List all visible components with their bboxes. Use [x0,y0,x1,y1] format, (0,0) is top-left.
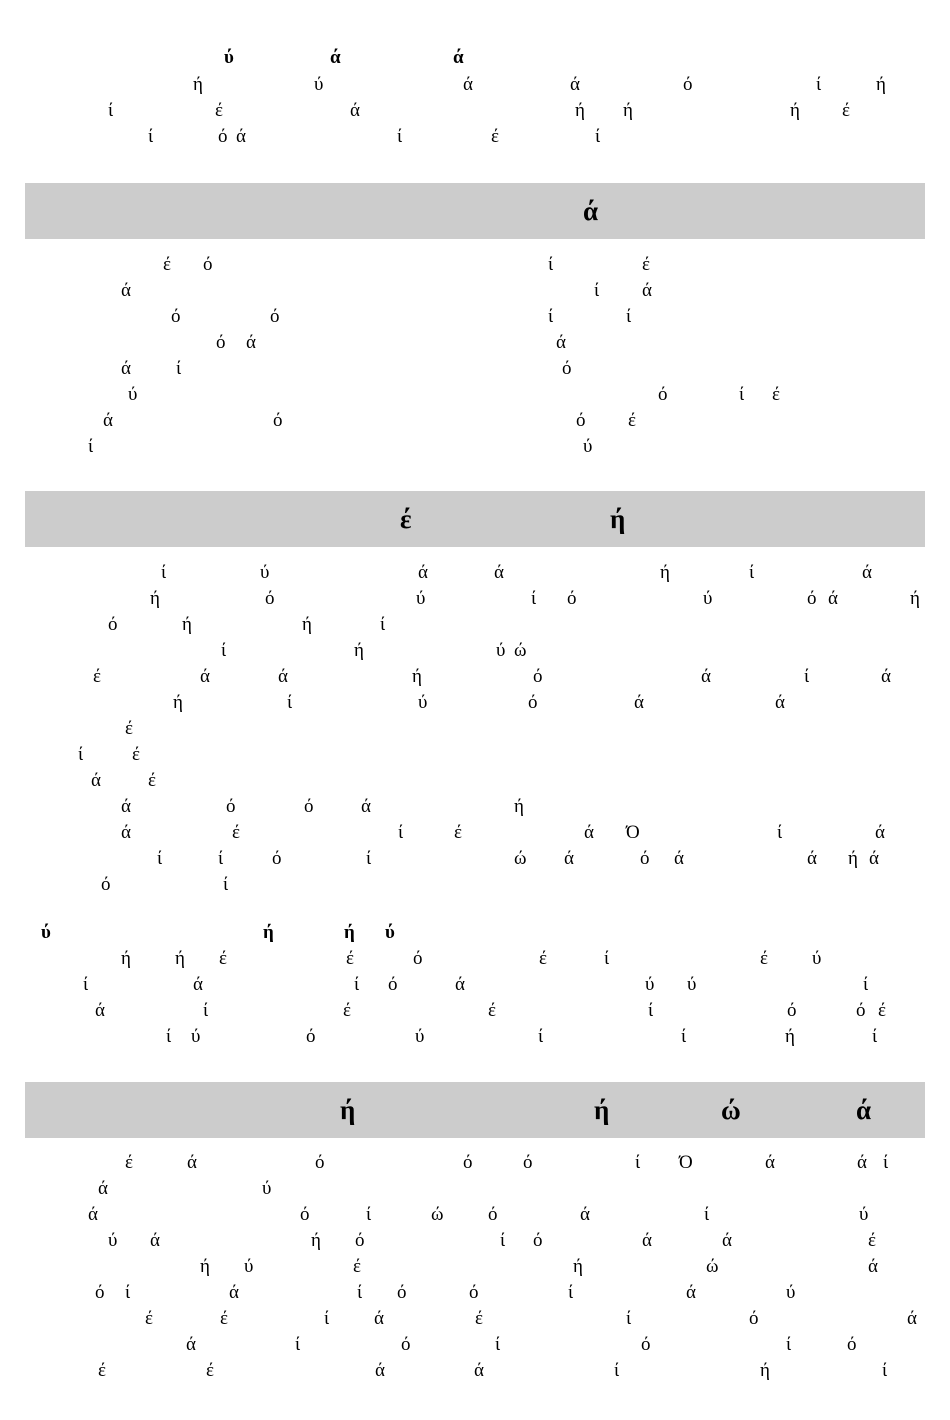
word-fragment: ό [576,410,586,431]
paragraph-line [0,1202,950,1228]
heading-fragment: ώ [721,1095,741,1125]
word-fragment: ί [398,822,404,843]
word-fragment: έ [98,1360,106,1381]
word-fragment: ό [749,1308,759,1329]
word-fragment: έ [491,126,499,147]
word-fragment: έ [539,948,547,969]
word-fragment: ό [171,306,181,327]
column-right-line [0,252,950,278]
word-fragment: ά [463,74,473,95]
word-fragment: ά [556,332,566,353]
word-fragment: ί [614,1360,620,1381]
word-fragment: ύ [859,1204,869,1225]
word-fragment: ί [357,1282,363,1303]
paragraph-line [0,768,950,794]
word-fragment: ά [869,848,879,869]
intro-line [0,98,950,124]
word-fragment: ύ [687,974,697,995]
word-fragment: έ [148,770,156,791]
word-fragment: ό [807,588,817,609]
word-fragment: ά [193,974,203,995]
word-fragment: ή [790,100,800,121]
word-fragment: ά [350,100,360,121]
word-fragment: ί [295,1334,301,1355]
word-fragment: ή [263,922,274,943]
word-fragment: ί [872,1026,878,1047]
word-fragment: ό [640,848,650,869]
word-fragment: έ [353,1256,361,1277]
word-fragment: ί [161,562,167,583]
paragraph-line [0,1150,950,1176]
word-fragment: ή [175,948,185,969]
word-fragment: ά [200,666,210,687]
word-fragment: ά [278,666,288,687]
word-fragment: έ [163,254,171,275]
word-fragment: ί [595,126,601,147]
word-fragment: ό [108,614,118,635]
word-fragment: ή [623,100,633,121]
paragraph-line [0,716,950,742]
word-fragment: ί [531,588,537,609]
word-fragment: έ [642,254,650,275]
word-fragment: ό [218,126,228,147]
word-fragment: ί [548,254,554,275]
word-fragment: ή [182,614,192,635]
word-fragment: ό [533,1230,543,1251]
word-fragment: ί [324,1308,330,1329]
word-fragment: έ [878,1000,886,1021]
word-fragment: ά [121,796,131,817]
word-fragment: ί [681,1026,687,1047]
word-fragment: ί [221,640,227,661]
word-fragment: ά [686,1282,696,1303]
word-fragment: ά [418,562,428,583]
word-fragment: ό [95,1282,105,1303]
word-fragment: ά [361,796,371,817]
word-fragment: ά [103,410,113,431]
word-fragment: ό [856,1000,866,1021]
word-fragment: ί [125,1282,131,1303]
word-fragment: ά [150,1230,160,1251]
word-fragment: ί [366,848,372,869]
word-fragment: Ό [679,1152,693,1173]
word-fragment: ό [562,358,572,379]
word-fragment: έ [760,948,768,969]
word-fragment: έ [488,1000,496,1021]
word-fragment: ί [635,1152,641,1173]
word-fragment: ά [330,47,341,68]
word-fragment: ά [121,822,131,843]
word-fragment: ά [868,1256,878,1277]
column-right-line [0,434,950,460]
word-fragment: ό [270,306,280,327]
word-fragment: ώ [514,848,527,869]
word-fragment: έ [206,1360,214,1381]
word-fragment: ά [121,280,131,301]
word-fragment: έ [215,100,223,121]
word-fragment: ύ [128,384,138,405]
word-fragment: έ [346,948,354,969]
word-fragment: ύ [812,948,822,969]
word-fragment: ί [883,1152,889,1173]
paragraph-line [0,1280,950,1306]
word-fragment: ί [749,562,755,583]
word-fragment: ό [528,692,538,713]
word-fragment: ή [876,74,886,95]
word-fragment: ά [187,1152,197,1173]
heading-fragment: ή [340,1095,356,1125]
word-fragment: ό [388,974,398,995]
word-fragment: ί [786,1334,792,1355]
word-fragment: ά [98,1178,108,1199]
paragraph-line [0,586,950,612]
word-fragment: ό [488,1204,498,1225]
word-fragment: ή [760,1360,770,1381]
word-fragment: έ [145,1308,153,1329]
word-fragment: ύ [262,1178,272,1199]
word-fragment: ά [474,1360,484,1381]
word-fragment: ό [401,1334,411,1355]
word-fragment: ί [626,1308,632,1329]
paragraph-line [0,946,950,972]
word-fragment: ά [236,126,246,147]
word-fragment: έ [93,666,101,687]
intro-line [0,72,950,98]
paragraph-line [0,872,950,898]
paragraph-line [0,742,950,768]
word-fragment: έ [220,1308,228,1329]
paragraph-line [0,972,950,998]
word-fragment: ά [91,770,101,791]
word-fragment: ύ [416,588,426,609]
word-fragment: ί [88,436,94,457]
word-fragment: ά [674,848,684,869]
word-fragment: ί [804,666,810,687]
paragraph-line [0,638,950,664]
word-fragment: ά [186,1334,196,1355]
word-fragment: ώ [431,1204,444,1225]
paragraph-line [0,794,950,820]
paragraph-line [0,1024,950,1050]
paragraph-line [0,998,950,1024]
paragraph-line [0,560,950,586]
word-fragment: ί [777,822,783,843]
word-fragment: ό [397,1282,407,1303]
word-fragment: ή [200,1256,210,1277]
word-fragment: ή [910,588,920,609]
word-fragment: ί [816,74,822,95]
word-fragment: ί [626,306,632,327]
word-fragment: ή [660,562,670,583]
word-fragment: ό [272,848,282,869]
word-fragment: Ό [626,822,640,843]
word-fragment: ά [828,588,838,609]
word-fragment: ή [121,948,131,969]
word-fragment: ή [193,74,203,95]
heading-fragment: έ [400,504,412,534]
column-right-line [0,278,950,304]
column-right-line [0,330,950,356]
word-fragment: ά [121,358,131,379]
paragraph-line [0,1228,950,1254]
word-fragment: ά [642,1230,652,1251]
word-fragment: ό [203,254,213,275]
column-right-line [0,408,950,434]
word-fragment: ί [863,974,869,995]
word-fragment: ί [218,848,224,869]
word-fragment: ό [265,588,275,609]
word-fragment: ά [95,1000,105,1021]
word-fragment: ύ [108,1230,118,1251]
word-fragment: ά [857,1152,867,1173]
word-fragment: ί [148,126,154,147]
word-fragment: ί [108,100,114,121]
word-fragment: ά [775,692,785,713]
word-fragment: ά [455,974,465,995]
word-fragment: ί [495,1334,501,1355]
word-fragment: ά [494,562,504,583]
word-fragment: ή [302,614,312,635]
column-right-line [0,382,950,408]
word-fragment: έ [475,1308,483,1329]
word-fragment: έ [219,948,227,969]
word-fragment: ή [785,1026,795,1047]
word-fragment: ά [881,666,891,687]
word-fragment: ά [580,1204,590,1225]
word-fragment: ή [354,640,364,661]
word-fragment: ό [567,588,577,609]
heading-fragment: ά [583,196,599,226]
word-fragment: ύ [191,1026,201,1047]
word-fragment: ί [739,384,745,405]
word-fragment: ή [573,1256,583,1277]
word-fragment: ί [648,1000,654,1021]
word-fragment: ά [862,562,872,583]
word-fragment: ό [413,948,423,969]
section-heading-2 [25,491,925,547]
word-fragment: ύ [703,588,713,609]
word-fragment: ό [306,1026,316,1047]
heading-fragment: ά [856,1095,872,1125]
word-fragment: ό [355,1230,365,1251]
word-fragment: ά [375,1360,385,1381]
word-fragment: ί [157,848,163,869]
word-fragment: ύ [645,974,655,995]
word-fragment: ί [287,692,293,713]
word-fragment: ή [575,100,585,121]
word-fragment: ή [514,796,524,817]
word-fragment: ή [150,588,160,609]
word-fragment: ά [765,1152,775,1173]
word-fragment: ά [564,848,574,869]
word-fragment: ί [223,874,229,895]
word-fragment: έ [343,1000,351,1021]
word-fragment: ύ [415,1026,425,1047]
word-fragment: ί [166,1026,172,1047]
word-fragment: ό [273,410,283,431]
word-fragment: ά [374,1308,384,1329]
word-fragment: ά [88,1204,98,1225]
intro-line [0,45,950,71]
heading-fragment: ή [594,1095,610,1125]
word-fragment: ά [722,1230,732,1251]
word-fragment: ό [101,874,111,895]
word-fragment: ό [533,666,543,687]
word-fragment: ό [787,1000,797,1021]
word-fragment: ό [315,1152,325,1173]
word-fragment: έ [232,822,240,843]
word-fragment: ί [366,1204,372,1225]
word-fragment: ή [344,922,355,943]
word-fragment: ό [469,1282,479,1303]
paragraph-line [0,846,950,872]
word-fragment: ί [354,974,360,995]
word-fragment: έ [868,1230,876,1251]
word-fragment: ί [397,126,403,147]
word-fragment: ύ [385,922,395,943]
heading-fragment: ή [610,504,626,534]
word-fragment: ό [658,384,668,405]
word-fragment: ί [176,358,182,379]
word-fragment: ώ [514,640,527,661]
word-fragment: ό [300,1204,310,1225]
column-right-line [0,356,950,382]
word-fragment: ύ [496,640,506,661]
word-fragment: ά [229,1282,239,1303]
word-fragment: ί [83,974,89,995]
paragraph-line [0,1176,950,1202]
word-fragment: ί [604,948,610,969]
word-fragment: έ [628,410,636,431]
word-fragment: ί [704,1204,710,1225]
word-fragment: ό [847,1334,857,1355]
word-fragment: ά [642,280,652,301]
word-fragment: ί [500,1230,506,1251]
paragraph-line [0,1332,950,1358]
paragraph-line [0,690,950,716]
word-fragment: έ [454,822,462,843]
word-fragment: ύ [418,692,428,713]
word-fragment: ά [453,47,464,68]
word-fragment: έ [132,744,140,765]
word-fragment: ά [570,74,580,95]
column-right-line [0,304,950,330]
word-fragment: ά [634,692,644,713]
word-fragment: ί [548,306,554,327]
paragraph-line [0,820,950,846]
word-fragment: έ [125,718,133,739]
word-fragment: ά [875,822,885,843]
section-heading-1 [25,183,925,239]
word-fragment: ά [584,822,594,843]
word-fragment: ύ [786,1282,796,1303]
word-fragment: ά [246,332,256,353]
word-fragment: ό [463,1152,473,1173]
word-fragment: ί [882,1360,888,1381]
word-fragment: ύ [260,562,270,583]
word-fragment: ή [311,1230,321,1251]
paragraph-line [0,612,950,638]
word-fragment: ά [807,848,817,869]
word-fragment: ί [594,280,600,301]
word-fragment: ό [683,74,693,95]
word-fragment: ώ [706,1256,719,1277]
paragraph-line [0,664,950,690]
word-fragment: ή [173,692,183,713]
word-fragment: ό [304,796,314,817]
word-fragment: ύ [244,1256,254,1277]
word-fragment: ή [848,848,858,869]
paragraph-line [0,1306,950,1332]
word-fragment: ύ [224,47,234,68]
intro-line [0,124,950,150]
word-fragment: έ [842,100,850,121]
word-fragment: ό [216,332,226,353]
word-fragment: ί [568,1282,574,1303]
word-fragment: ό [641,1334,651,1355]
word-fragment: έ [772,384,780,405]
word-fragment: ί [78,744,84,765]
word-fragment: ί [538,1026,544,1047]
word-fragment: ό [523,1152,533,1173]
paragraph-line [0,1254,950,1280]
word-fragment: ό [226,796,236,817]
word-fragment: ά [907,1308,917,1329]
word-fragment: ύ [583,436,593,457]
paragraph-line [0,1358,950,1384]
word-fragment: ί [380,614,386,635]
paragraph-line [0,920,950,946]
word-fragment: ή [412,666,422,687]
word-fragment: ί [203,1000,209,1021]
section-heading-3 [25,1082,925,1138]
word-fragment: ά [701,666,711,687]
word-fragment: ύ [314,74,324,95]
word-fragment: ύ [41,922,51,943]
word-fragment: έ [125,1152,133,1173]
